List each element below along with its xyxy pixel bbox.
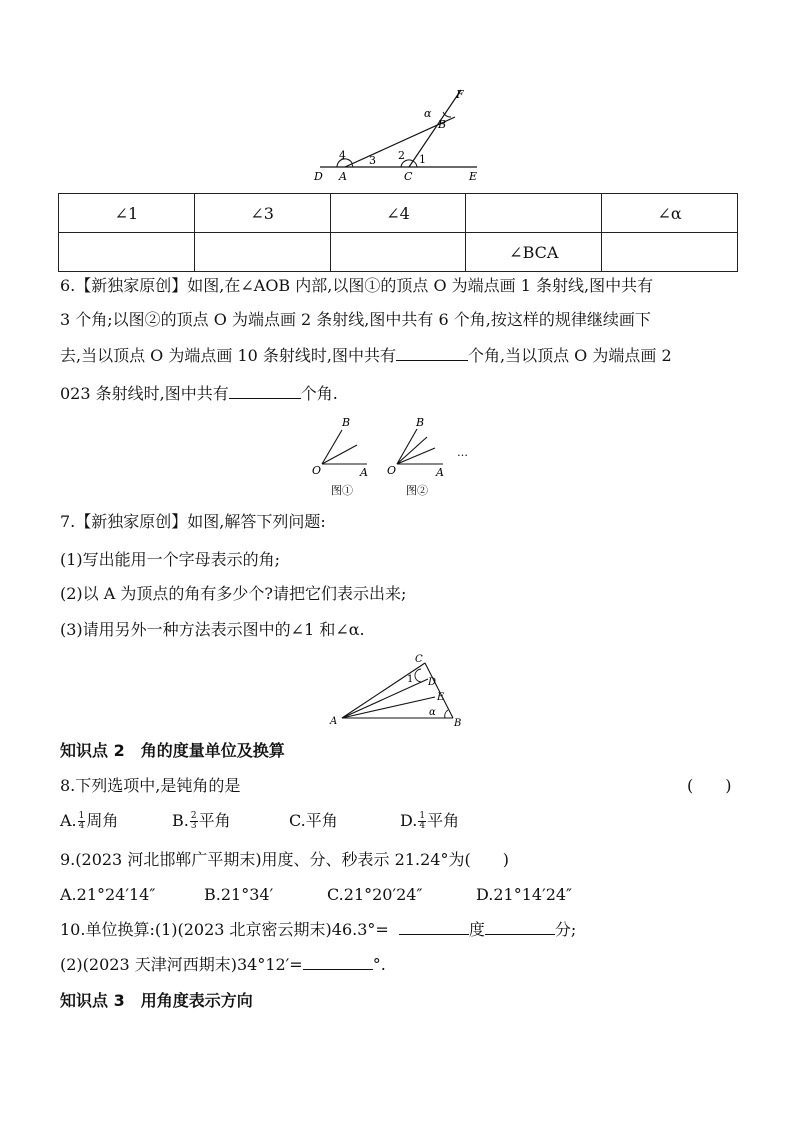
fig2-label-b: B (416, 416, 425, 429)
q10-blank-minutes[interactable] (485, 920, 555, 935)
q9-option-a[interactable]: A.21°24′14″ (60, 885, 156, 904)
knowledge-point-3-heading: 知识点 3 用角度表示方向 (60, 991, 253, 1010)
frac-den: 3 (190, 821, 197, 831)
q6-line-3-text-a: 去,当以顶点 O 为端点画 10 条射线时,图中共有 (60, 346, 396, 365)
table-cell (466, 194, 602, 233)
label-f: F (456, 88, 464, 101)
angle-table (58, 193, 738, 272)
arc-alpha (443, 112, 451, 117)
segment-ad (342, 679, 428, 718)
q10-unit-degree-2: °. (372, 955, 386, 974)
table-cell (194, 233, 330, 272)
fig2-label-o: O (387, 464, 397, 477)
arc-1 (415, 669, 422, 682)
q8-answer-paren: ( ) (687, 776, 732, 795)
q10-blank-2[interactable] (303, 955, 373, 970)
q8-stem: 8.下列选项中,是钝角的是 (60, 776, 241, 795)
table-row (59, 233, 738, 272)
figure-q6 (305, 412, 485, 502)
table-cell (59, 233, 195, 272)
q6-line-3-text-b: 个角,当以顶点 O 为端点画 2 (468, 346, 672, 365)
q10-part-2-text: (2)(2023 天津河西期末)34°12′= (60, 955, 303, 974)
q6-line-4-text-b: 个角. (300, 384, 338, 403)
q6-line-2: 3 个角;以图②的顶点 O 为端点画 2 条射线,图中共有 6 个角,按这样的规律继续画下 (60, 310, 651, 329)
label-alpha: α (429, 707, 436, 718)
label-b: B (454, 718, 462, 728)
fraction-one-quarter (78, 812, 86, 831)
fig1-caption: 图① (331, 484, 353, 497)
q6-blank-2[interactable] (229, 384, 301, 399)
q7-part-3: (3)请用另外一种方法表示图中的∠1 和∠α. (60, 620, 365, 639)
label-c: C (404, 170, 413, 183)
knowledge-point-2-heading: 知识点 2 角的度量单位及换算 (60, 741, 285, 760)
label-d: D (314, 170, 323, 183)
q8-a-prefix: A. (60, 811, 77, 830)
frac-num: 1 (419, 811, 426, 821)
q8-option-b[interactable] (172, 811, 231, 831)
label-b: B (438, 118, 447, 131)
q8-option-d[interactable] (400, 811, 459, 831)
q8-d-prefix: D. (400, 811, 418, 830)
fraction-one-quarter (418, 812, 426, 831)
q7-part-1: (1)写出能用一个字母表示的角; (60, 550, 281, 569)
frac-den: 4 (419, 821, 426, 831)
q9-option-b[interactable]: B.21°34′ (204, 885, 274, 904)
table-cell: ∠BCA (466, 233, 602, 272)
fig2-label-a: A (436, 466, 444, 479)
q9-stem: 9.(2023 河北邯郸广平期末)用度、分、秒表示 21.24°为( ) (60, 850, 509, 869)
label-alpha: α (424, 107, 432, 120)
frac-num: 1 (78, 811, 85, 821)
q6-blank-1[interactable] (396, 346, 468, 361)
q8-d-suffix: 平角 (427, 811, 460, 830)
figure-lines-abc (305, 85, 485, 185)
q10-blank-degrees[interactable] (399, 920, 469, 935)
fig-ellipsis: … (457, 446, 468, 459)
q10-line-2 (60, 955, 386, 975)
q6-line-4 (60, 384, 338, 404)
side-ac (342, 663, 425, 718)
fig1-label-b: B (342, 416, 351, 429)
q10-line-1 (60, 920, 576, 940)
segment-ae (342, 697, 435, 718)
label-1: 1 (419, 153, 426, 166)
frac-num: 2 (190, 811, 197, 821)
table-cell: ∠4 (330, 194, 466, 233)
frac-den: 4 (78, 821, 85, 831)
table-cell: ∠α (602, 194, 738, 233)
label-2: 2 (398, 149, 405, 162)
q8-b-suffix: 平角 (198, 811, 231, 830)
label-c: C (415, 654, 423, 665)
label-e: E (437, 692, 445, 703)
fig1-label-o: O (312, 464, 322, 477)
label-4: 4 (339, 149, 346, 162)
label-a: A (339, 170, 347, 183)
fraction-two-thirds (190, 812, 198, 831)
fig1-label-a: A (360, 466, 368, 479)
table-cell: ∠3 (194, 194, 330, 233)
q6-line-4-text-a: 023 条射线时,图中共有 (60, 384, 229, 403)
label-a: A (330, 716, 338, 727)
table-cell (330, 233, 466, 272)
arc-1 (413, 161, 417, 167)
label-3: 3 (369, 154, 376, 167)
fig2-ray-extra-1 (397, 437, 427, 464)
label-d: D (428, 677, 437, 688)
label-e: E (469, 170, 478, 183)
q6-line-1: 6.【新独家原创】如图,在∠AOB 内部,以图①的顶点 O 为端点画 1 条射线,图中共有 (60, 276, 654, 295)
figure-q7-triangle (325, 648, 470, 728)
table-row (59, 194, 738, 233)
q8-a-suffix: 周角 (86, 811, 119, 830)
q10-part-1-text: 10.单位换算:(1)(2023 北京密云期末)46.3°= (60, 920, 389, 939)
q7-part-2: (2)以 A 为顶点的角有多少个?请把它们表示出来; (60, 584, 407, 603)
table-cell: ∠1 (59, 194, 195, 233)
q8-b-prefix: B. (172, 811, 189, 830)
ray-cf (409, 90, 461, 167)
q10-unit-degree: 度 (468, 920, 485, 939)
fig2-caption: 图② (406, 484, 428, 497)
q9-option-c[interactable]: C.21°20′24″ (327, 885, 423, 904)
label-1: 1 (407, 674, 414, 685)
fig2-ray-ob (397, 429, 417, 464)
q6-line-3 (60, 346, 672, 366)
q9-option-d[interactable]: D.21°14′24″ (476, 885, 573, 904)
q8-option-c[interactable]: C.平角 (289, 811, 338, 830)
q10-unit-minute: 分; (554, 920, 577, 939)
q8-option-a[interactable] (60, 811, 118, 831)
table-cell (602, 233, 738, 272)
fig2-ray-extra-2 (397, 448, 435, 464)
q7-title: 7.【新独家原创】如图,解答下列问题: (60, 512, 326, 531)
arc-alpha (445, 710, 448, 718)
